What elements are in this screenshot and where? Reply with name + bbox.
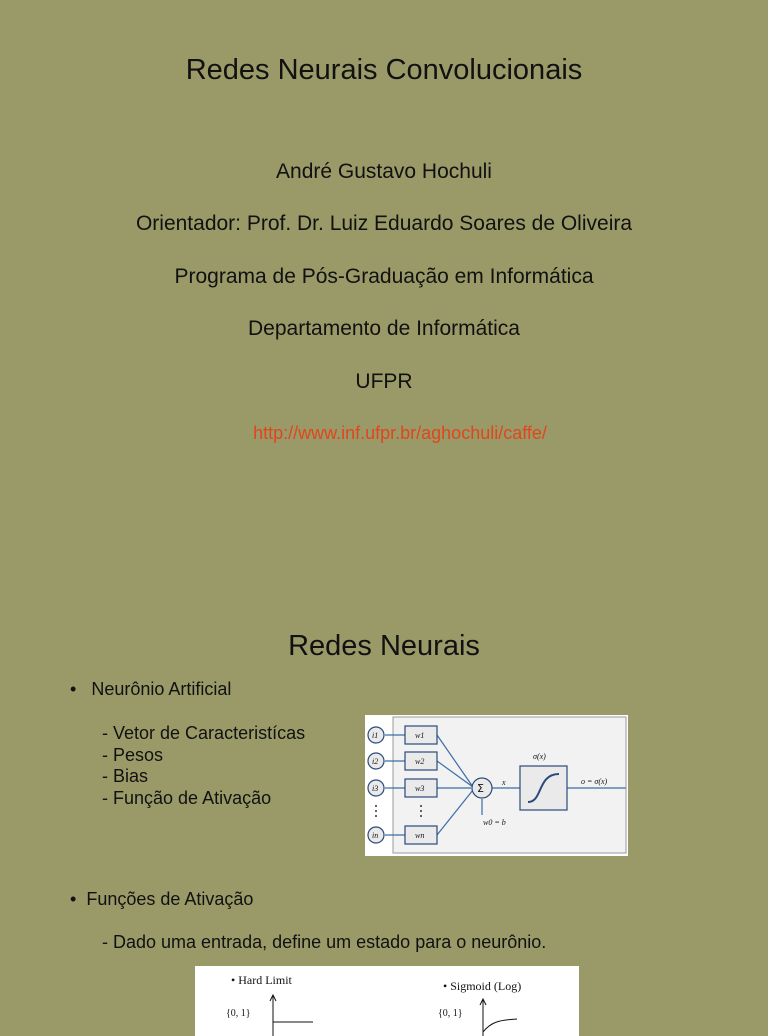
list-item: - Dado uma entrada, define um estado para o neurônio.: [102, 932, 547, 952]
program-line: Programa de Pós-Graduação em Informática: [174, 265, 594, 288]
activation-functions-svg: [195, 966, 579, 1036]
bullet-label: Neurônio Artificial: [91, 679, 232, 699]
bullet-dot: •: [70, 679, 77, 699]
x-label: x: [502, 778, 506, 787]
university-line: UFPR: [355, 370, 413, 393]
output-label: o = σ(x): [581, 777, 608, 786]
list-item: - Função de Ativação: [102, 788, 272, 808]
weight-label: w1: [415, 731, 425, 740]
bias-label: w0 = b: [483, 818, 506, 827]
bullet-artificial-neuron: [70, 679, 231, 700]
department-line: Departamento de Informática: [248, 317, 520, 340]
sigmoid-label: • Sigmoid (Log): [443, 979, 522, 993]
slide-title: Redes Neurais Convolucionais: [185, 54, 583, 86]
input-label: in: [372, 831, 379, 840]
artificial-neuron-diagram: [365, 715, 628, 856]
input-label: i3: [372, 784, 379, 793]
neuron-diagram-svg: [365, 715, 628, 856]
range-label-left: {0, 1}: [226, 1008, 251, 1019]
bullet-label: Funções de Ativação: [86, 889, 254, 909]
weight-label: wn: [415, 831, 425, 840]
range-label-right: {0, 1}: [438, 1008, 463, 1019]
weight-label: w3: [415, 784, 425, 793]
sigma-label: σ(x): [533, 752, 546, 761]
caffe-link[interactable]: http://www.inf.ufpr.br/aghochuli/caffe/: [253, 423, 547, 443]
list-item: - Pesos: [102, 745, 164, 765]
list-item: - Vetor de Caracteristícas: [102, 723, 306, 743]
advisor-line: Orientador: Prof. Dr. Luiz Eduardo Soares de Oliveira: [135, 212, 633, 235]
input-label: i1: [372, 731, 379, 740]
input-label: i2: [372, 757, 379, 766]
slide-title: Redes Neurais: [288, 630, 480, 662]
activation-functions-figure: [195, 966, 579, 1036]
sum-symbol: Σ: [477, 782, 484, 795]
bullet-activation-functions: [70, 889, 253, 910]
list-item: - Bias: [102, 766, 149, 786]
slide-neural-networks: [0, 600, 768, 1024]
weight-label: w2: [415, 757, 425, 766]
hard-limit-label: • Hard Limit: [231, 973, 292, 987]
bullet-dot: •: [70, 889, 77, 909]
author-name: André Gustavo Hochuli: [276, 160, 492, 183]
